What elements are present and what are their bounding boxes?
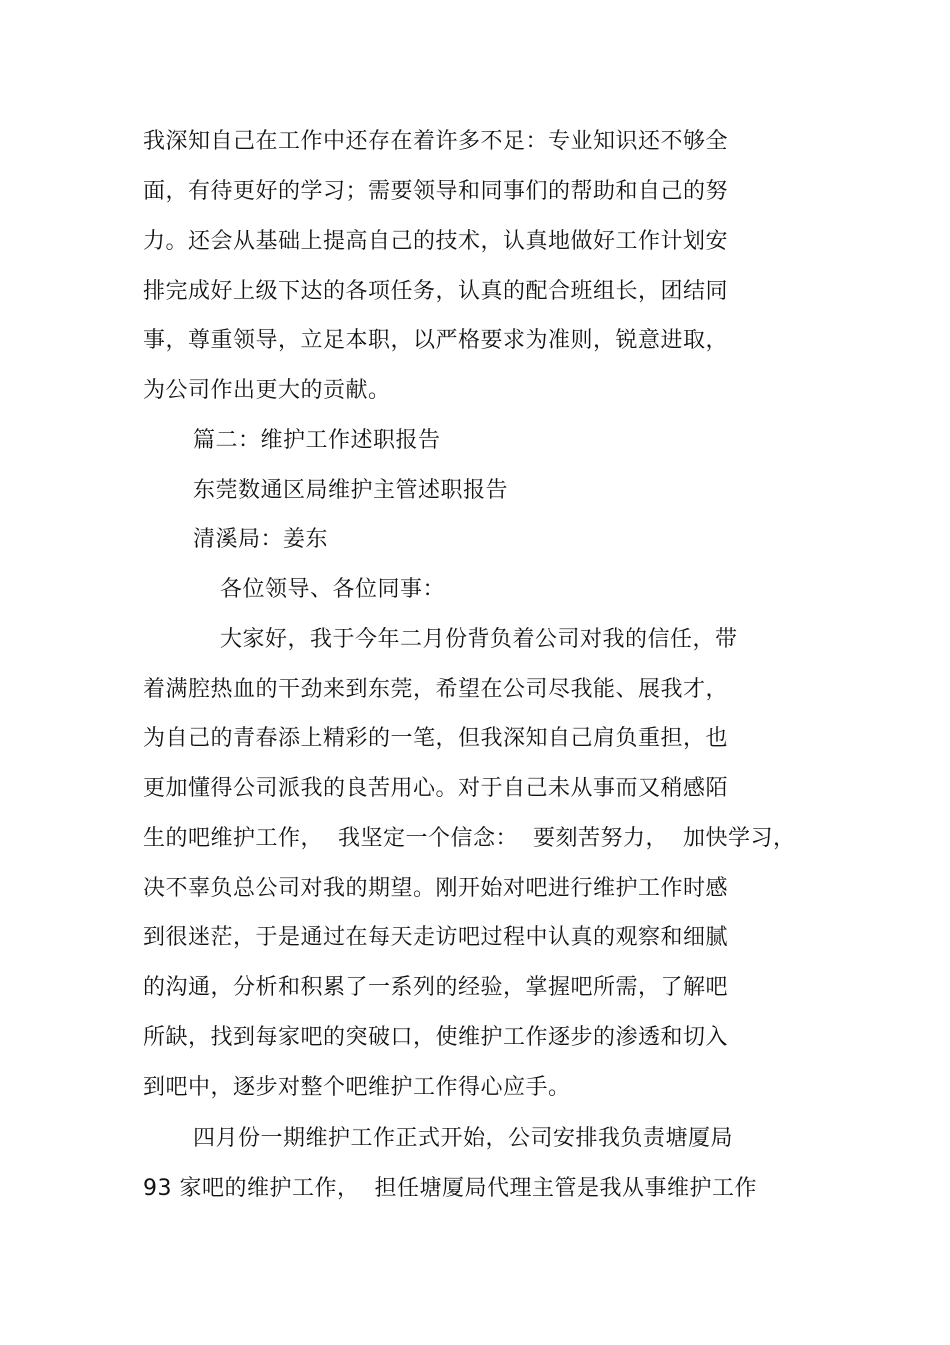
report-title: 东莞数通区局维护主管述职报告 [193,478,509,503]
salutation: 各位领导、各位同事： [220,577,446,602]
body-text-line: 大家好，我于今年二月份背负着公司对我的信任，带 [220,627,738,652]
body-text-line: 为自己的青春添上精彩的一笔，但我深知自己肩负重担，也 [143,726,729,751]
author-line: 清溪局：姜东 [193,527,329,552]
body-text-line: 力。还会从基础上提高自己的技术，认真地做好工作计划安 [143,229,729,254]
body-text-line: 我深知自己在工作中还存在着许多不足：专业知识还不够全 [143,129,729,154]
body-text-line: 更加懂得公司派我的良苦用心。对于自己未从事而又稍感陌 [143,776,729,801]
body-text-line: 着满腔热血的干劲来到东莞，希望在公司尽我能、展我才， [143,677,729,702]
body-text-line: 四月份一期维护工作正式开始，公司安排我负责塘厦局 [193,1126,734,1151]
body-text-line: 到很迷茫，于是通过在每天走访吧过程中认真的观察和细腻 [143,925,729,950]
body-text-line: 所缺，找到每家吧的突破口，使维护工作逐步的渗透和切入 [143,1025,729,1050]
body-text-line: 排完成好上级下达的各项任务，认真的配合班组长，团结同 [143,279,729,304]
body-text-line: 生的吧维护工作， 我坚定一个信念： 要刻苦努力， 加快学习， [143,826,796,851]
body-text-line: 为公司作出更大的贡献。 [143,378,391,403]
body-text-line: 决不辜负总公司对我的期望。刚开始对吧进行维护工作时感 [143,876,729,901]
section-heading: 篇二：维护工作述职报告 [193,428,441,453]
body-text-line: 93 家吧的维护工作， 担任塘厦局代理主管是我从事维护工作 [143,1176,757,1201]
body-text-line: 到吧中，逐步对整个吧维护工作得心应手。 [143,1075,571,1100]
body-text-line: 的沟通，分析和积累了一系列的经验，掌握吧所需，了解吧 [143,975,729,1000]
body-text-line: 面，有待更好的学习；需要领导和同事们的帮助和自己的努 [143,179,729,204]
body-text-line: 事，尊重领导，立足本职，以严格要求为准则，锐意进取， [143,328,729,353]
